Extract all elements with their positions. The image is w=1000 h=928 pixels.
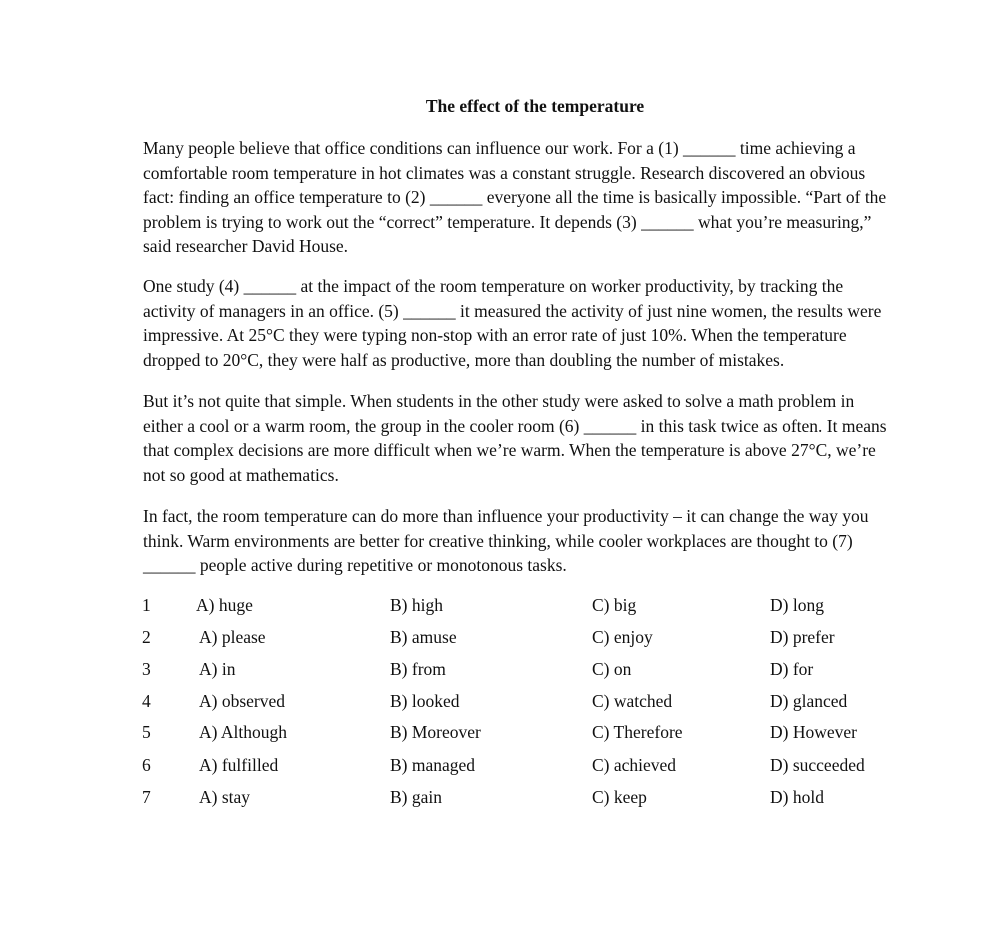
option-b[interactable]: B) managed [390,755,476,775]
text-line: ______ people active during repetitive or monotonous tasks. [143,555,567,575]
question-number: 6 [142,755,151,775]
question-row-4 [0,688,1000,714]
option-b[interactable]: B) amuse [390,627,457,647]
option-a[interactable]: A) huge [196,595,253,615]
option-c[interactable]: C) keep [592,787,647,807]
text-line: problem is trying to work out the “correct” temperature. It depends (3) ______ what you’re measuring,” [143,211,872,232]
question-row-7 [0,784,1000,810]
option-a[interactable]: A) in [199,659,236,679]
question-row-3 [0,656,1000,682]
question-number: 2 [142,627,151,647]
text-line: comfortable room temperature in hot climates was a constant struggle. Research discovered an obvious [143,162,866,183]
paragraph-2 [143,274,943,372]
text-line: dropped to 20°C, they were half as productive, more than doubling the number of mistakes. [143,349,785,370]
option-b[interactable]: B) looked [390,691,460,711]
text-line: activity of managers in an office. (5) ______ it measured the activity of just nine women, the results were [143,300,882,321]
text-line: said researcher David House. [143,236,349,256]
text-line: not so good at mathematics. [143,464,339,485]
page-title: The effect of the temperature [425,96,645,116]
option-d[interactable]: D) However [770,722,857,742]
question-row-2 [0,624,1000,650]
option-c[interactable]: C) watched [592,691,673,711]
option-c[interactable]: C) big [592,595,637,615]
text-line: One study (4) ______ at the impact of the room temperature on worker productivity, by tracking the [143,276,844,296]
option-d[interactable]: D) glanced [770,691,848,711]
text-line: think. Warm environments are better for creative thinking, while cooler workplaces are thought to (7) [143,530,853,551]
option-b[interactable]: B) Moreover [390,722,481,742]
question-row-6 [0,752,1000,778]
option-c[interactable]: C) enjoy [592,627,653,647]
option-b[interactable]: B) high [390,595,443,615]
option-a[interactable]: A) please [199,627,266,647]
paragraph-4 [143,504,943,578]
question-number: 1 [142,595,151,615]
text-line: that complex decisions are more difficult when we’re warm. When the temperature is above 27°C, we’re [143,440,876,460]
question-row-5 [0,719,1000,745]
paragraph-1 [143,136,943,259]
option-a[interactable]: A) fulfilled [199,755,279,775]
question-number: 3 [142,659,151,679]
question-number: 7 [142,787,151,807]
option-a[interactable]: A) observed [199,691,286,711]
text-line: But it’s not quite that simple. When students in the other study were asked to solve a math problem in [143,391,855,411]
option-a[interactable]: A) stay [199,787,251,807]
paragraph-3 [143,389,943,487]
option-c[interactable]: C) on [592,659,632,679]
option-d[interactable]: D) hold [770,787,824,807]
option-d[interactable]: D) long [770,595,824,615]
text-line: In fact, the room temperature can do more than influence your productivity – it can change the way you [143,506,869,526]
option-b[interactable]: B) gain [390,787,443,807]
option-c[interactable]: C) Therefore [592,722,683,742]
option-a[interactable]: A) Although [199,722,287,742]
text-line: Many people believe that office conditions can influence our work. For a (1) ______ time achieving a [143,138,856,158]
text-line: impressive. At 25°C they were typing non-stop with an error rate of just 10%. When the temperature [143,325,847,345]
question-row-1 [0,592,1000,618]
text-line: fact: finding an office temperature to (2) ______ everyone all the time is basically impossible. “Part of the [143,187,887,207]
question-number: 4 [142,691,151,711]
option-c[interactable]: C) achieved [592,755,677,775]
option-d[interactable]: D) succeeded [770,755,865,775]
text-line: either a cool or a warm room, the group in the cooler room (6) ______ in this task twice as often. It means [143,415,887,436]
option-d[interactable]: D) for [770,659,814,679]
option-d[interactable]: D) prefer [770,627,835,647]
option-b[interactable]: B) from [390,659,446,679]
question-number: 5 [142,722,151,742]
